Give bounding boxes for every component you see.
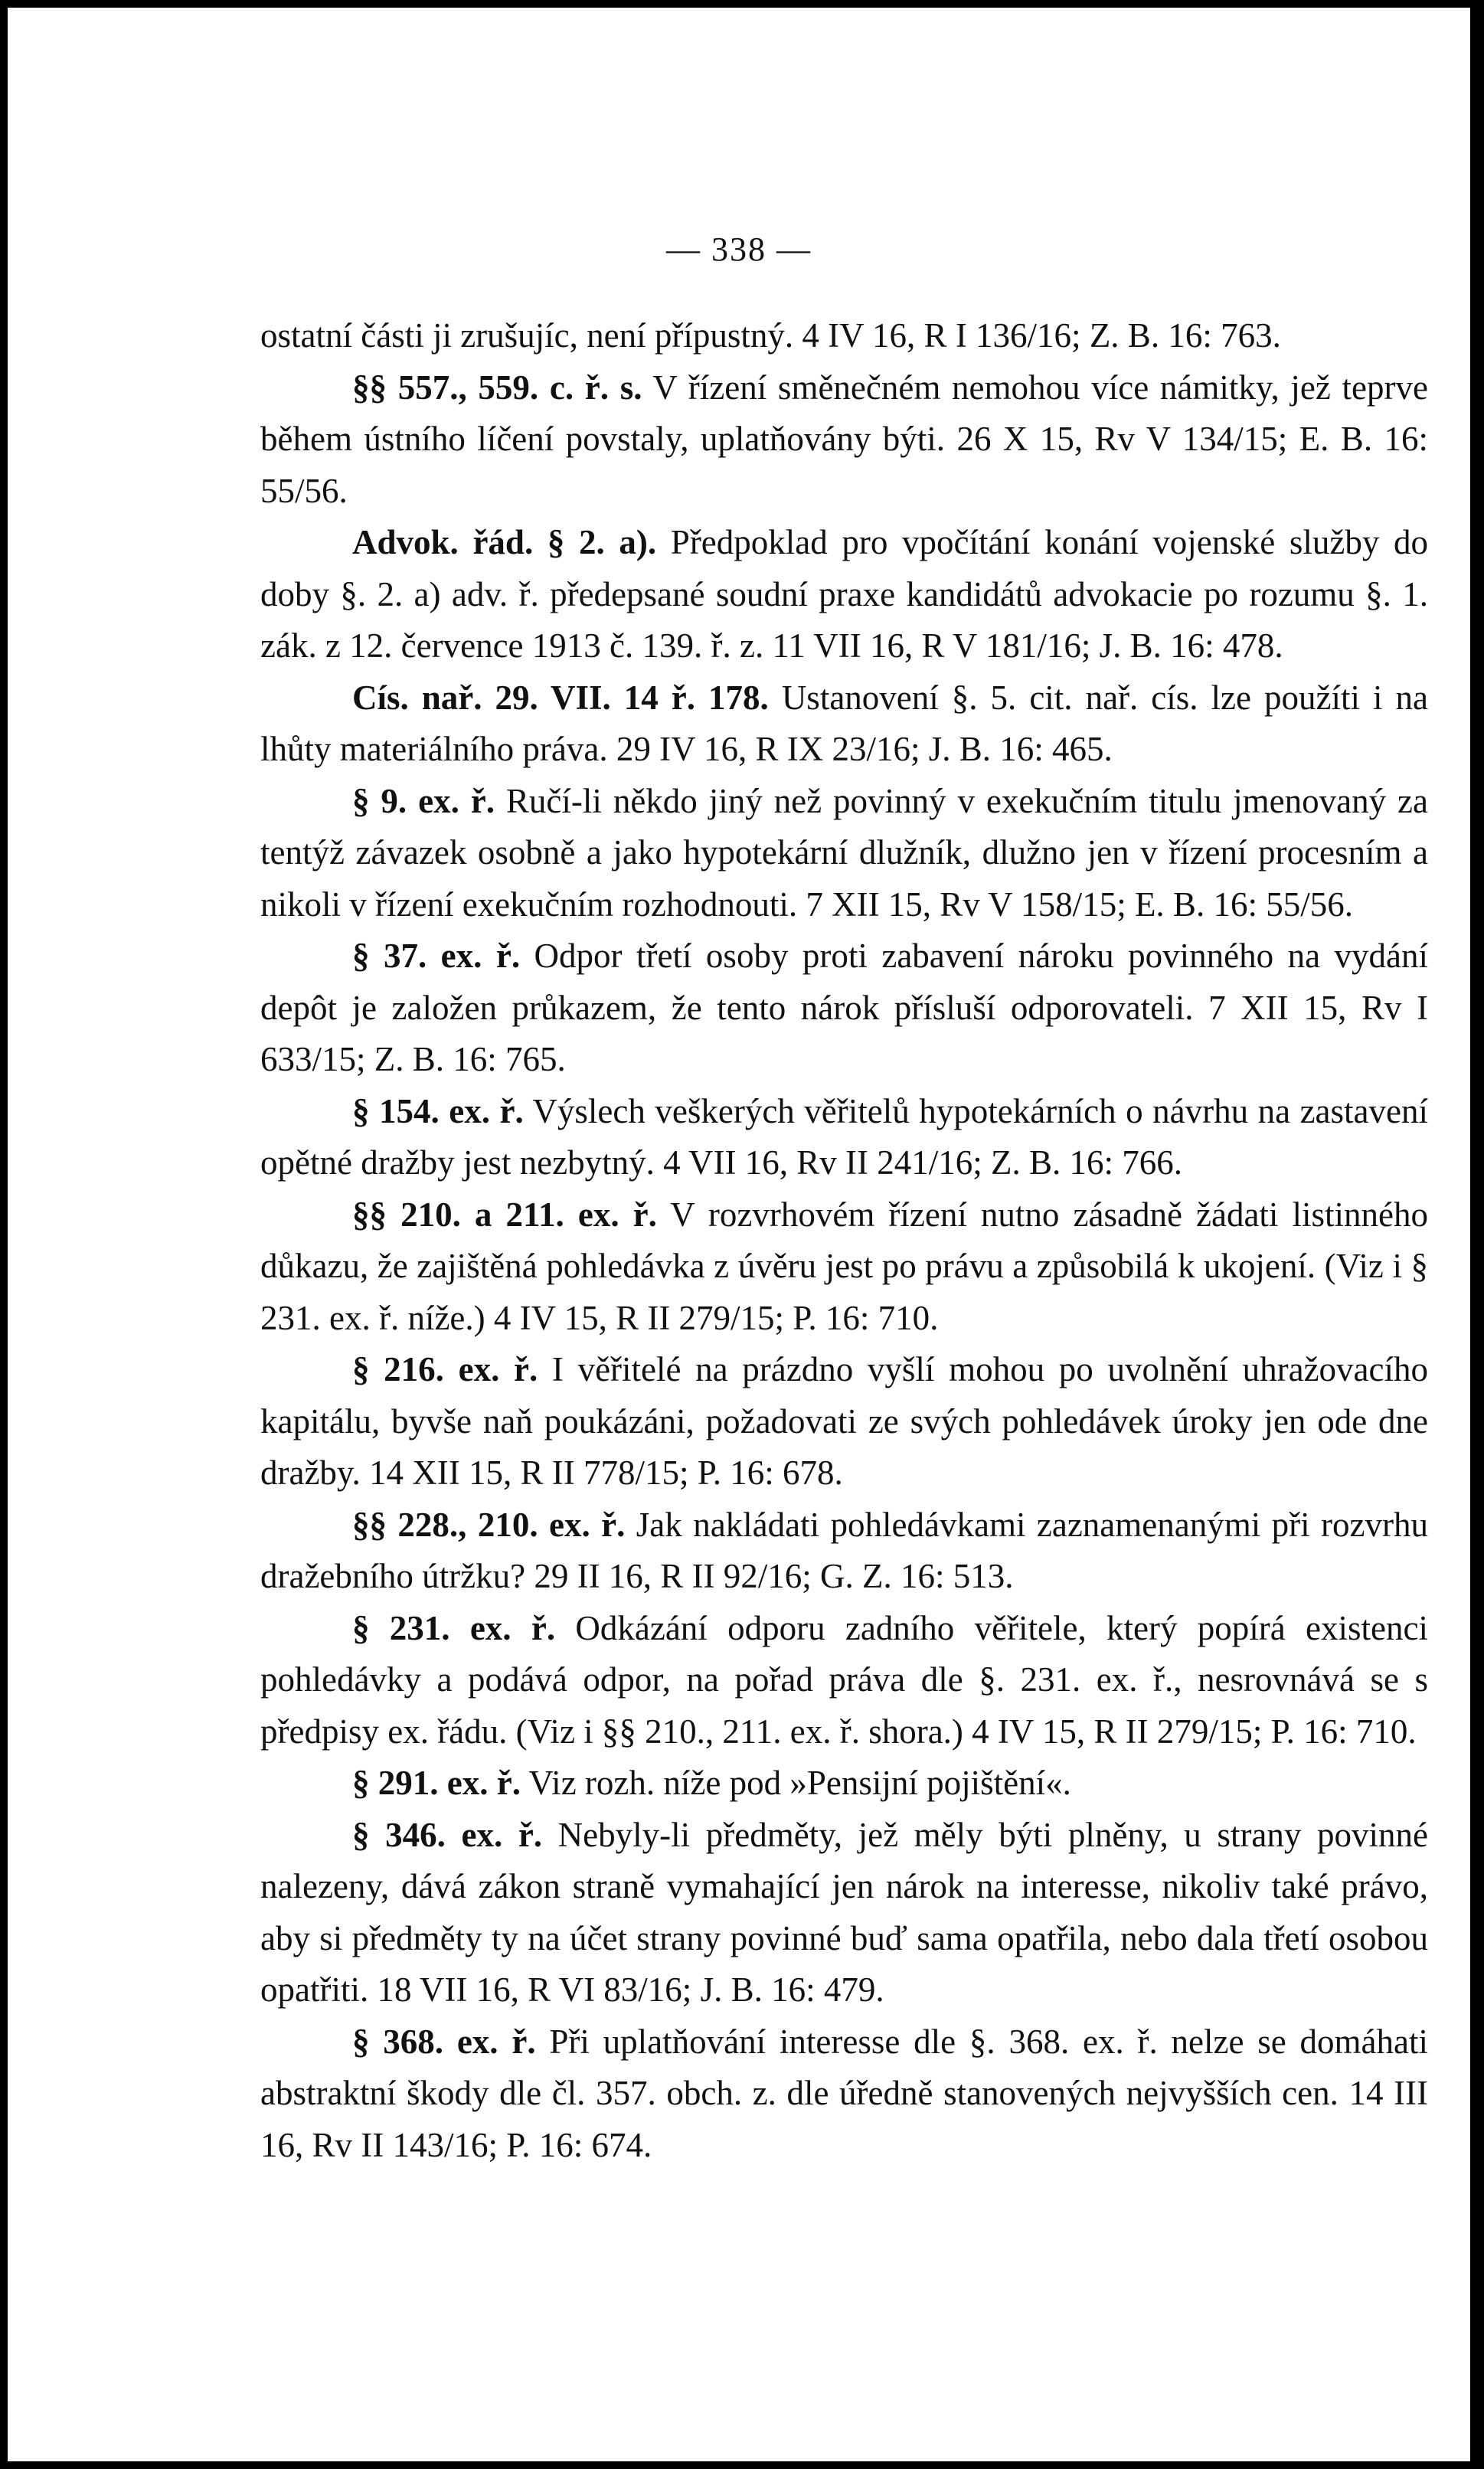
paragraph-10: §§ 228., 210. ex. ř. Jak nakládati pohledávkami zaznamenanými při rozvrhu dražebního útržku? 29 II 16, R II 92/16; G. Z. 16: 513.	[260, 1505, 1428, 1595]
paragraph-9: § 216. ex. ř. I věřitelé na prázdno vyšlí mohou po uvolnění uhražovacího kapitálu, byvše naň poukázáni, požadovati ze svých pohledávek úroky jen ode dne dražby. 14 XII 15, R II 778/15; P. 16: 678.	[260, 1350, 1428, 1492]
paragraph-12: § 291. ex. ř. Viz rozh. níže pod »Pensijní pojištění«.	[352, 1764, 1071, 1802]
paragraph-13: § 346. ex. ř. Nebyly-li předměty, jež měly býti plněny, u strany povinné nalezeny, dává zákon straně vymahající jen nárok na interesse, nikoliv také právo, aby si předměty ty na účet strany povinné buď sama opatřila, nebo dala třetí osobou opatřiti. 18 VII 16, R VI 83/16; J. B. 16: 479.	[260, 1815, 1428, 2009]
body-text	[260, 310, 1428, 2171]
document-page	[8, 8, 1470, 2461]
paragraph-5: § 9. ex. ř. Ručí-li někdo jiný než povinný v exekučním titulu jmenovaný za tentýž závazek osobně a jako hypotekární dlužník, dlužno jen v řízení procesním a nikoli v řízení exekučním rozhodnouti. 7 XII 15, Rv V 158/15; E. B. 16: 55/56.	[260, 781, 1428, 924]
paragraph-8: §§ 210. a 211. ex. ř. V rozvrhovém řízení nutno zásadně žádati listinného důkazu, že zajištěná pohledávka z úvěru jest po právu a způsobilá k ukojení. (Viz i § 231. ex. ř. níže.) 4 IV 15, R II 279/15; P. 16: 710.	[260, 1195, 1428, 1337]
paragraph-2: §§ 557., 559. c. ř. s. V řízení směnečném nemohou více námitky, jež teprve během ústního líčení povstaly, uplatňovány býti. 26 X 15, Rv V 134/15; E. B. 16: 55/56.	[260, 368, 1428, 510]
page-number: — 338 —	[666, 231, 812, 268]
paragraph-4: Cís. nař. 29. VII. 14 ř. 178. Ustanovení §. 5. cit. nař. cís. lze použíti i na lhůty materiálního práva. 29 IV 16, R IX 23/16; J. B. 16: 465.	[260, 678, 1428, 768]
paragraph-3: Advok. řád. § 2. a). Předpoklad pro vpočítání konání vojenské služby do doby §. 2. a) adv. ř. předepsané soudní praxe kandidátů advokacie po rozumu §. 1. zák. z 12. července 1913 č. 139. ř. z. 11 VII 16, R V 181/16; J. B. 16: 478.	[260, 523, 1428, 665]
paragraph-6: § 37. ex. ř. Odpor třetí osoby proti zabavení nároku povinného na vydání depôt je založen průkazem, že tento nárok přísluší odporovateli. 7 XII 15, Rv I 633/15; Z. B. 16: 765.	[260, 937, 1428, 1078]
paragraph-1: ostatní části ji zrušujíc, není přípustný. 4 IV 16, R I 136/16; Z. B. 16: 763.	[260, 316, 1281, 355]
paragraph-11: § 231. ex. ř. Odkázání odporu zadního věřitele, který popírá existenci pohledávky a podává odpor, na pořad práva dle §. 231. ex. ř., nesrovnává se s předpisy ex. řádu. (Viz i §§ 210., 211. ex. ř. shora.) 4 IV 15, R II 279/15; P. 16: 710.	[260, 1608, 1428, 1751]
paragraph-7: § 154. ex. ř. Výslech veškerých věřitelů hypotekárních o návrhu na zastavení opětné dražby jest nezbytný. 4 VII 16, Rv II 241/16; Z. B. 16: 766.	[260, 1091, 1428, 1182]
paragraph-14: § 368. ex. ř. Při uplatňování interesse dle §. 368. ex. ř. nelze se domáhati abstraktní škody dle čl. 357. obch. z. dle úředně stanovených nejvyšších cen. 14 III 16, Rv II 143/16; P. 16: 674.	[260, 2022, 1428, 2164]
